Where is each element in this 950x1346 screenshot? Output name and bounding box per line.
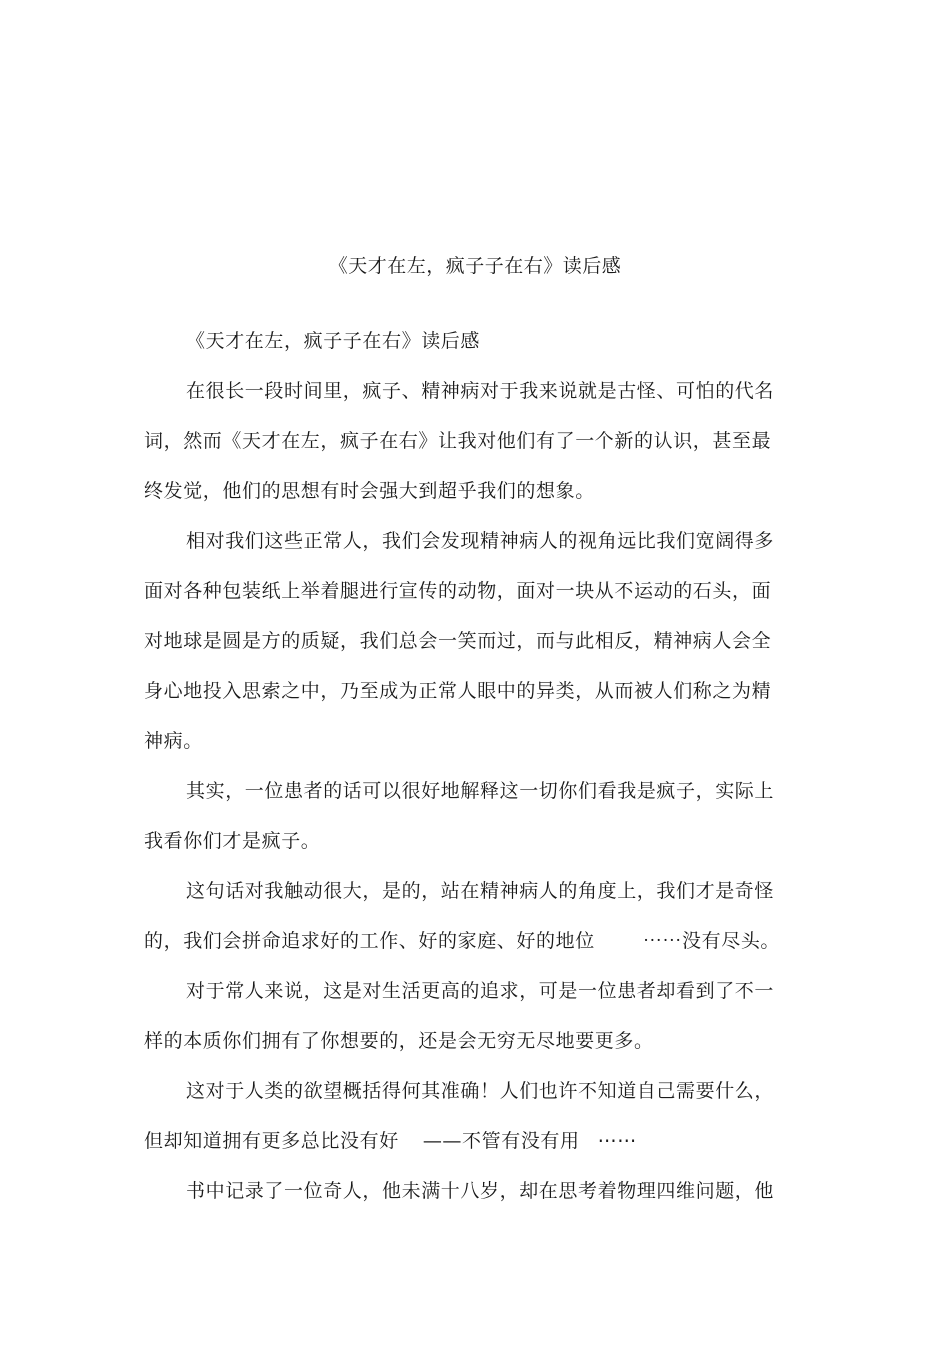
document-title: 《天才在左，疯子子在右》读后感 bbox=[328, 255, 622, 277]
paragraph-line: 身心地投入思索之中，乃至成为正常人眼中的异类，从而被人们称之为精 bbox=[144, 680, 772, 702]
paragraph-line: 我看你们才是疯子。 bbox=[144, 830, 321, 852]
paragraph-line bbox=[144, 1116, 756, 1166]
paragraph-line: 神病。 bbox=[144, 730, 203, 752]
paragraph-line: 相对我们这些正常人，我们会发现精神病人的视角远比我们宽阔得多 bbox=[186, 530, 775, 552]
paragraph-line: 书中记录了一位奇人，他未满十八岁，却在思考着物理四维问题，他 bbox=[186, 1180, 775, 1202]
paragraph-line: 这对于人类的欲望概括得何其准确！人们也许不知道自己需要什么， bbox=[186, 1080, 775, 1102]
paragraph-line: 词，然而《天才在左，疯子在右》让我对他们有了一个新的认识，甚至最 bbox=[144, 430, 772, 452]
line-segment: 但却知道拥有更多总比没有好 bbox=[144, 1130, 399, 1152]
line-segment: 的，我们会拼命追求好的工作、好的家庭、好的地位 bbox=[144, 930, 595, 952]
paragraph-line: 终发觉，他们的思想有时会强大到超乎我们的想象。 bbox=[144, 480, 595, 502]
line-segment: ——不管有没有用 bbox=[422, 1130, 580, 1152]
paragraph-line: 其实，一位患者的话可以很好地解释这一切你们看我是疯子，实际上 bbox=[186, 780, 775, 802]
paragraph-line: 这句话对我触动很大，是的，站在精神病人的角度上，我们才是奇怪 bbox=[186, 880, 775, 902]
paragraph-line: 《天才在左，疯子子在右》读后感 bbox=[186, 330, 481, 352]
line-segment: ⋯⋯ bbox=[597, 1130, 637, 1152]
paragraph-line: 在很长一段时间里，疯子、精神病对于我来说就是古怪、可怕的代名 bbox=[186, 380, 775, 402]
document-body bbox=[144, 316, 781, 1216]
paragraph-line: 样的本质你们拥有了你想要的，还是会无穷无尽地要更多。 bbox=[144, 1030, 654, 1052]
paragraph-line: 面对各种包装纸上举着腿进行宣传的动物，面对一块从不运动的石头，面 bbox=[144, 580, 772, 602]
paragraph-line: 对于常人来说，这是对生活更高的追求，可是一位患者却看到了不一 bbox=[186, 980, 775, 1002]
line-segment: ⋯⋯没有尽头。 bbox=[642, 930, 781, 952]
paragraph-line: 对地球是圆是方的质疑，我们总会一笑而过，而与此相反，精神病人会全 bbox=[144, 630, 772, 652]
paragraph-line bbox=[144, 916, 781, 966]
